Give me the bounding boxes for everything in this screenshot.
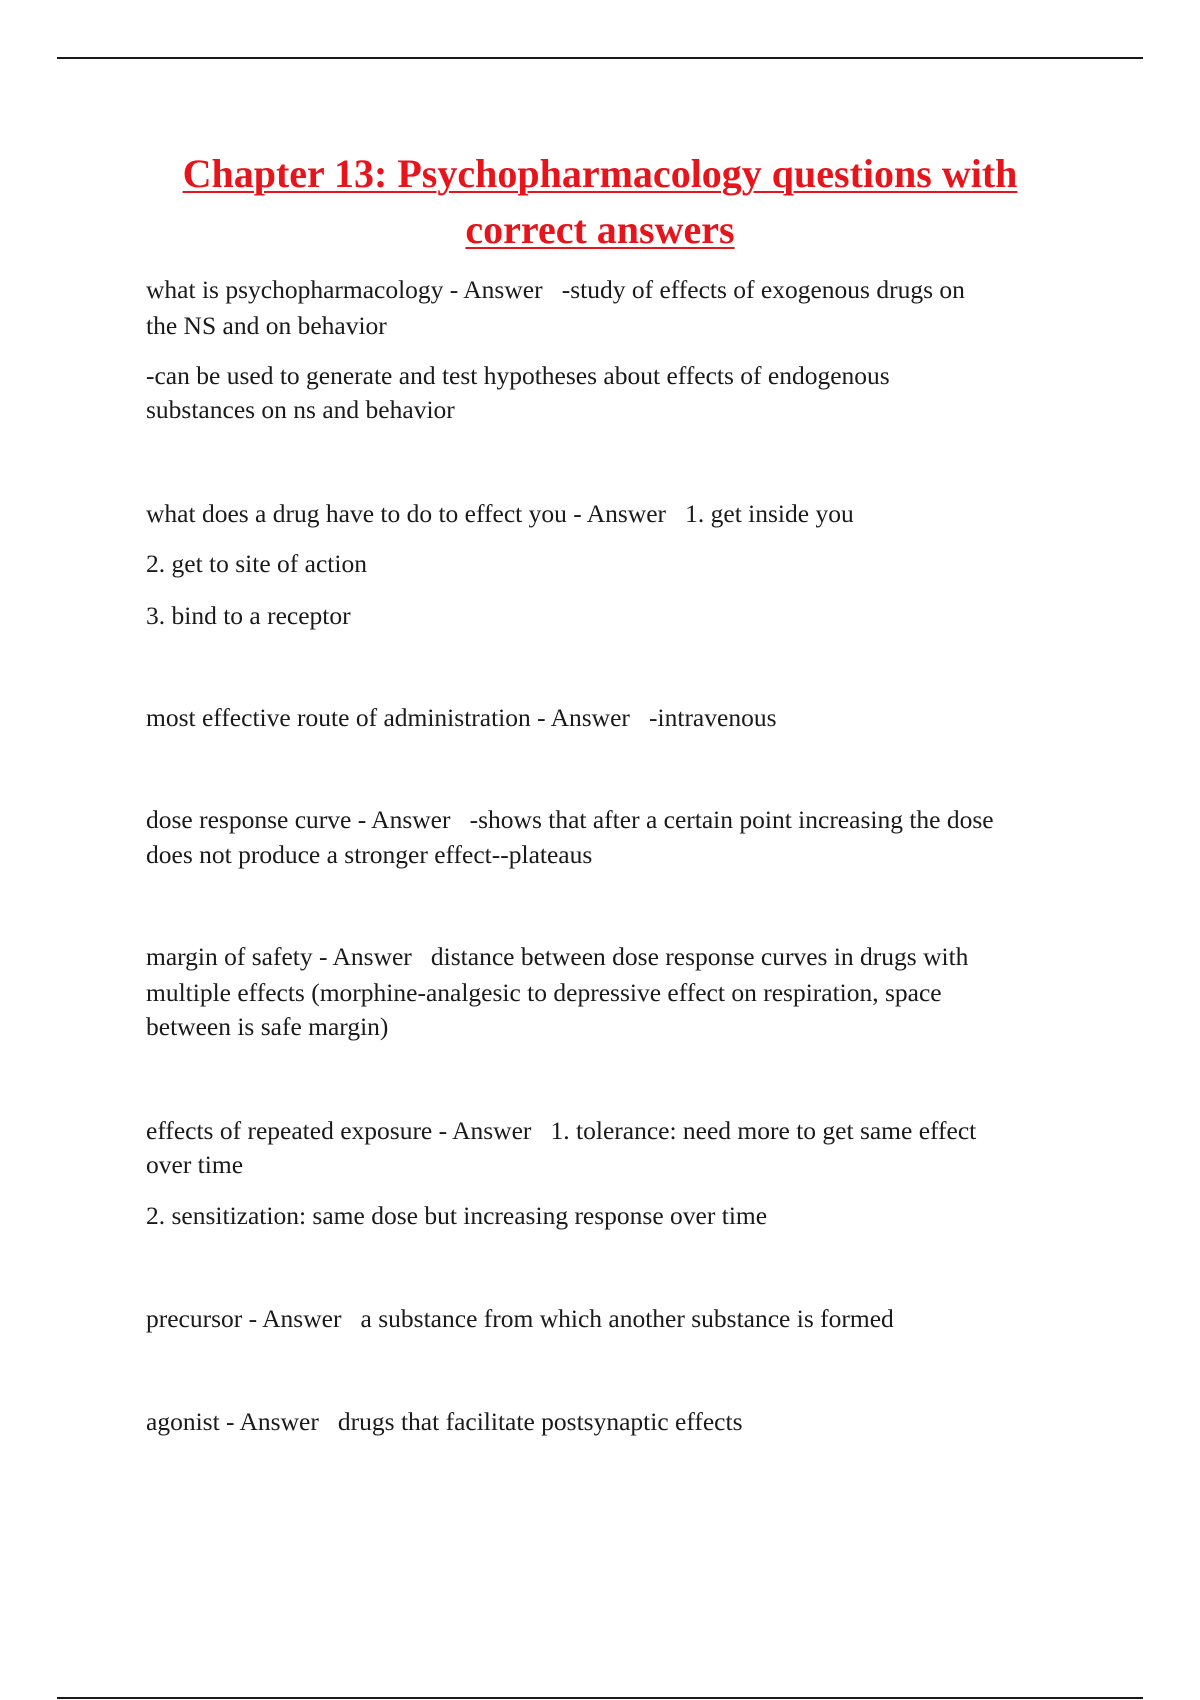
- qa-line: what does a drug have to do to effect you - Answer 1. get inside you: [146, 499, 854, 528]
- qa-line: over time: [146, 1150, 244, 1179]
- title-line-1: Chapter 13: Psychopharmacology questions with: [182, 151, 1018, 196]
- qa-line: 2. get to site of action: [146, 549, 367, 578]
- qa-line: most effective route of administration - Answer -intravenous: [146, 703, 777, 732]
- qa-line: margin of safety - Answer distance between dose response curves in drugs with: [146, 942, 969, 971]
- title-line-2: correct answers: [465, 207, 735, 252]
- qa-line: effects of repeated exposure - Answer 1. tolerance: need more to get same effect: [146, 1116, 977, 1145]
- page-title: [100, 146, 1100, 258]
- qa-line: what is psychopharmacology - Answer -study of effects of exogenous drugs on: [146, 275, 965, 304]
- qa-line: agonist - Answer drugs that facilitate postsynaptic effects: [146, 1407, 743, 1436]
- qa-line: multiple effects (morphine-analgesic to depressive effect on respiration, space: [146, 978, 942, 1007]
- qa-line: substances on ns and behavior: [146, 395, 455, 424]
- qa-line: between is safe margin): [146, 1012, 389, 1041]
- bottom-rule: [57, 1697, 1143, 1699]
- qa-line: dose response curve - Answer -shows that after a certain point increasing the dose: [146, 805, 994, 834]
- qa-line: -can be used to generate and test hypotheses about effects of endogenous: [146, 361, 890, 390]
- top-rule: [57, 57, 1143, 59]
- qa-line: precursor - Answer a substance from which another substance is formed: [146, 1304, 894, 1333]
- qa-line: 3. bind to a receptor: [146, 601, 351, 630]
- qa-line: does not produce a stronger effect--plateaus: [146, 840, 593, 869]
- qa-line: 2. sensitization: same dose but increasing response over time: [146, 1201, 768, 1230]
- qa-line: the NS and on behavior: [146, 311, 387, 340]
